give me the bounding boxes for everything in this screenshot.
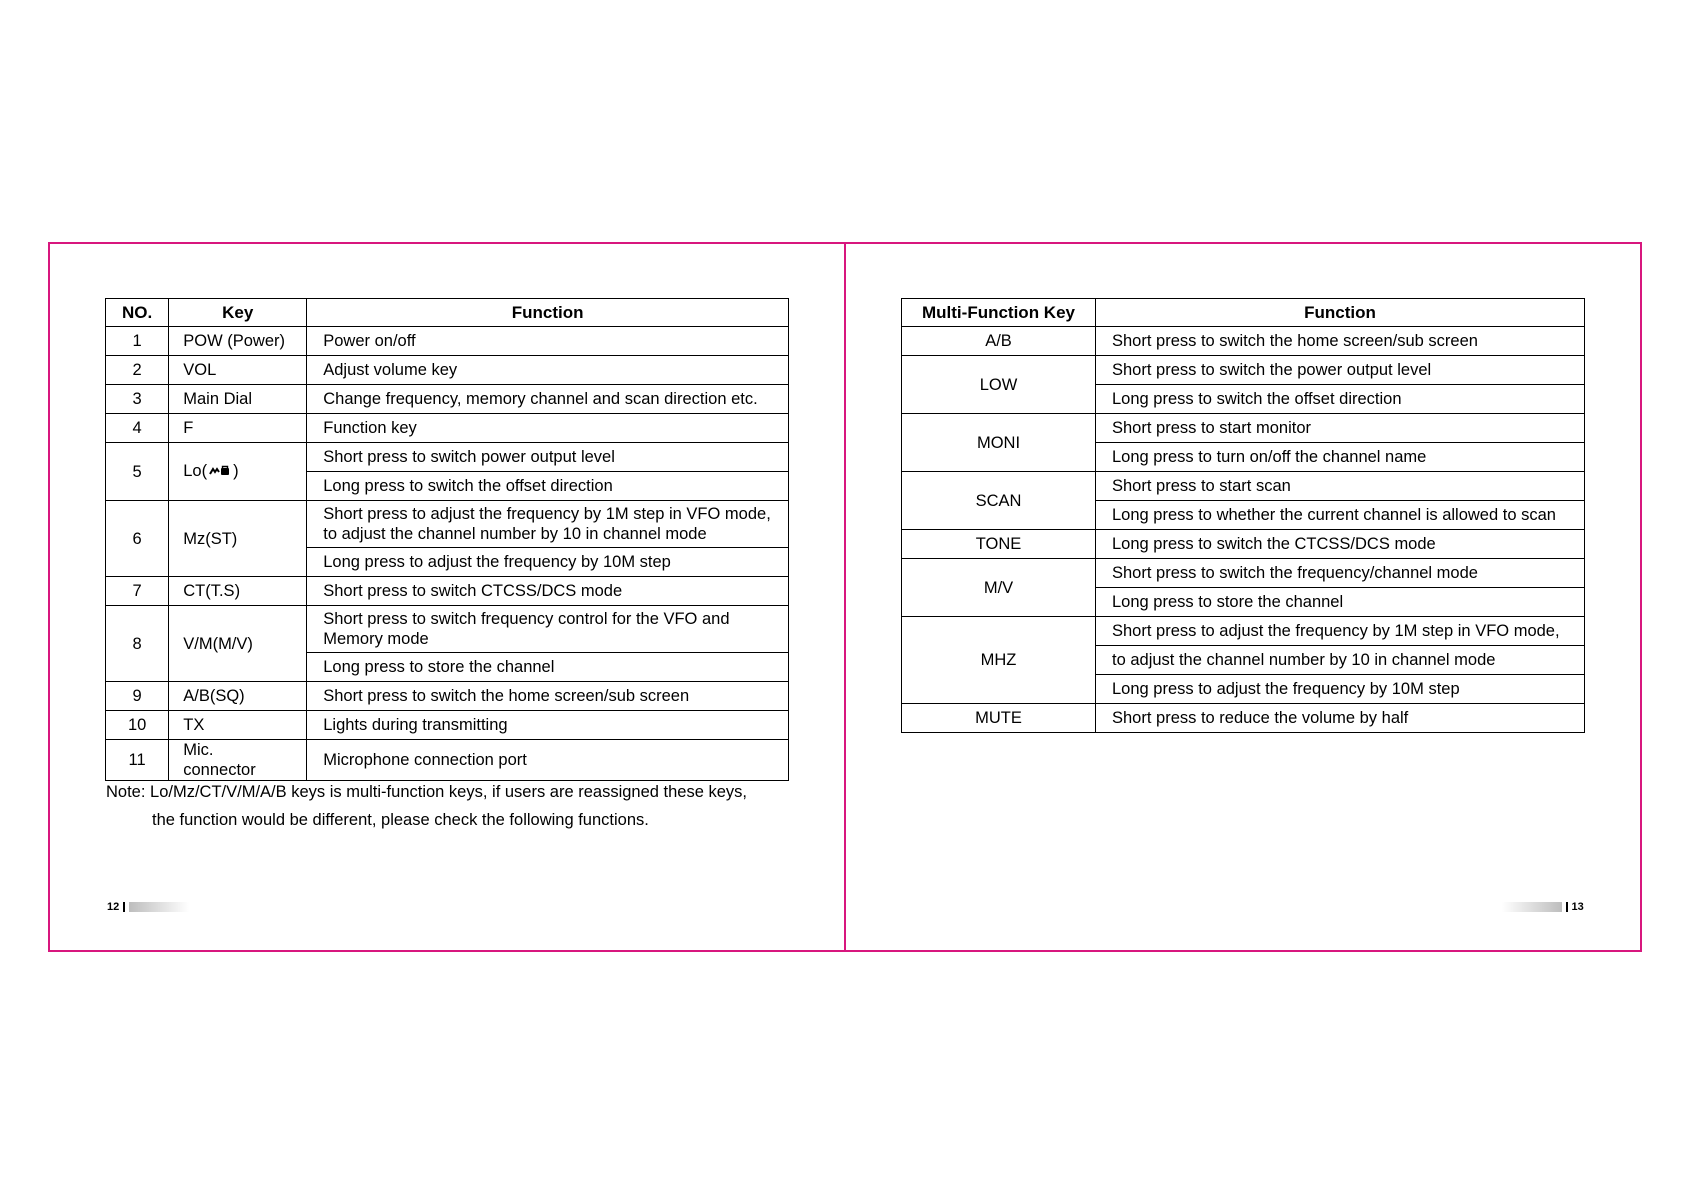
- function-line: Memory mode: [323, 630, 429, 648]
- row-function: Long press to whether the current channel is allowed to scan: [1096, 501, 1585, 530]
- header-multi-function-key: Multi-Function Key: [902, 299, 1096, 327]
- page-number-separator: [1566, 902, 1568, 912]
- header-function: Function: [307, 299, 789, 327]
- row-function: Short press to switch the home screen/sub screen: [307, 682, 789, 711]
- table-row: [902, 414, 1585, 443]
- page-number-gradient-bar: [129, 902, 189, 912]
- row-key: A/B: [902, 327, 1096, 356]
- table-row: [106, 577, 789, 606]
- table-row: [902, 530, 1585, 559]
- table-header-row: [902, 299, 1585, 327]
- row-key: LOW: [902, 356, 1096, 414]
- row-key: Main Dial: [169, 385, 307, 414]
- row-no: 1: [106, 327, 169, 356]
- table-header-row: [106, 299, 789, 327]
- row-function: Short press to start scan: [1096, 472, 1585, 501]
- row-no: 11: [106, 740, 169, 781]
- table-row: [902, 617, 1585, 646]
- row-function: Long press to store the channel: [1096, 588, 1585, 617]
- page-number-left: [107, 901, 189, 913]
- row-key: TONE: [902, 530, 1096, 559]
- page-number-gradient-bar: [1502, 902, 1562, 912]
- row-function: Long press to switch the offset direction: [307, 472, 789, 501]
- row-function: Power on/off: [307, 327, 789, 356]
- row-key: MUTE: [902, 704, 1096, 733]
- row-function: [307, 501, 789, 548]
- row-function: Long press to turn on/off the channel name: [1096, 443, 1585, 472]
- row-no: 3: [106, 385, 169, 414]
- row-no: 7: [106, 577, 169, 606]
- row-key: V/M(M/V): [169, 606, 307, 682]
- header-key: Key: [169, 299, 307, 327]
- row-function: Change frequency, memory channel and scan direction etc.: [307, 385, 789, 414]
- row-no: 6: [106, 501, 169, 577]
- key-prefix: Lo(: [183, 462, 208, 481]
- header-no: NO.: [106, 299, 169, 327]
- multi-function-key-table: [901, 298, 1585, 733]
- row-no: 9: [106, 682, 169, 711]
- row-function: [307, 606, 789, 653]
- row-key: F: [169, 414, 307, 443]
- table-row: [106, 385, 789, 414]
- page-gutter-divider: [844, 242, 846, 952]
- row-function: Short press to adjust the frequency by 1M step in VFO mode,: [1096, 617, 1585, 646]
- table-row: [106, 327, 789, 356]
- table-row: [106, 414, 789, 443]
- note-line-2: the function would be different, please check the following functions.: [152, 811, 649, 829]
- page-number-separator: [123, 902, 125, 912]
- row-key: MHZ: [902, 617, 1096, 704]
- row-key: SCAN: [902, 472, 1096, 530]
- key-suffix: ): [233, 462, 239, 481]
- table-row: [106, 682, 789, 711]
- row-function: Short press to switch the frequency/channel mode: [1096, 559, 1585, 588]
- header-function: Function: [1096, 299, 1585, 327]
- page-number-left-text: 12: [107, 901, 120, 913]
- row-function: Long press to switch the offset direction: [1096, 385, 1585, 414]
- row-function: Short press to reduce the volume by half: [1096, 704, 1585, 733]
- row-function: Microphone connection port: [307, 740, 789, 781]
- table-row: [106, 443, 789, 472]
- row-no: 2: [106, 356, 169, 385]
- row-no: 10: [106, 711, 169, 740]
- row-key: VOL: [169, 356, 307, 385]
- row-no: 5: [106, 443, 169, 501]
- row-function: Long press to switch the CTCSS/DCS mode: [1096, 530, 1585, 559]
- row-no: 8: [106, 606, 169, 682]
- key-function-table: [105, 298, 789, 781]
- lock-icon: [209, 462, 231, 482]
- row-key: Mz(ST): [169, 501, 307, 577]
- row-function: Short press to switch the home screen/sub screen: [1096, 327, 1585, 356]
- row-key: MONI: [902, 414, 1096, 472]
- page-number-right: [1502, 901, 1584, 913]
- row-key: POW (Power): [169, 327, 307, 356]
- table-row: [106, 740, 789, 781]
- row-function: Long press to store the channel: [307, 653, 789, 682]
- note-line-1: Note: Lo/Mz/CT/V/M/A/B keys is multi-function keys, if users are reassigned these keys,: [106, 783, 747, 801]
- row-key: Mic. connector: [169, 740, 307, 781]
- row-key: M/V: [902, 559, 1096, 617]
- note-text: [106, 778, 747, 834]
- table-row: [902, 327, 1585, 356]
- page-number-right-text: 13: [1571, 901, 1584, 913]
- row-key: TX: [169, 711, 307, 740]
- function-line: Short press to adjust the frequency by 1M step in VFO mode,: [323, 505, 771, 523]
- table-row: [106, 356, 789, 385]
- row-function: Adjust volume key: [307, 356, 789, 385]
- table-row: [902, 472, 1585, 501]
- row-function: Short press to switch power output level: [307, 443, 789, 472]
- row-no: 4: [106, 414, 169, 443]
- row-key: CT(T.S): [169, 577, 307, 606]
- row-function: Long press to adjust the frequency by 10M step: [1096, 675, 1585, 704]
- function-line: Short press to switch frequency control for the VFO and: [323, 610, 730, 628]
- row-function: Short press to switch CTCSS/DCS mode: [307, 577, 789, 606]
- row-function: Long press to adjust the frequency by 10M step: [307, 548, 789, 577]
- row-function: to adjust the channel number by 10 in channel mode: [1096, 646, 1585, 675]
- row-function: Lights during transmitting: [307, 711, 789, 740]
- row-key: A/B(SQ): [169, 682, 307, 711]
- row-function: Short press to start monitor: [1096, 414, 1585, 443]
- table-row: [106, 711, 789, 740]
- table-row: [902, 356, 1585, 385]
- table-row: [902, 559, 1585, 588]
- function-line: to adjust the channel number by 10 in channel mode: [323, 525, 707, 543]
- table-row: [106, 606, 789, 653]
- row-key: [169, 443, 307, 501]
- table-row: [902, 704, 1585, 733]
- row-function: Short press to switch the power output level: [1096, 356, 1585, 385]
- table-row: [106, 501, 789, 548]
- row-function: Function key: [307, 414, 789, 443]
